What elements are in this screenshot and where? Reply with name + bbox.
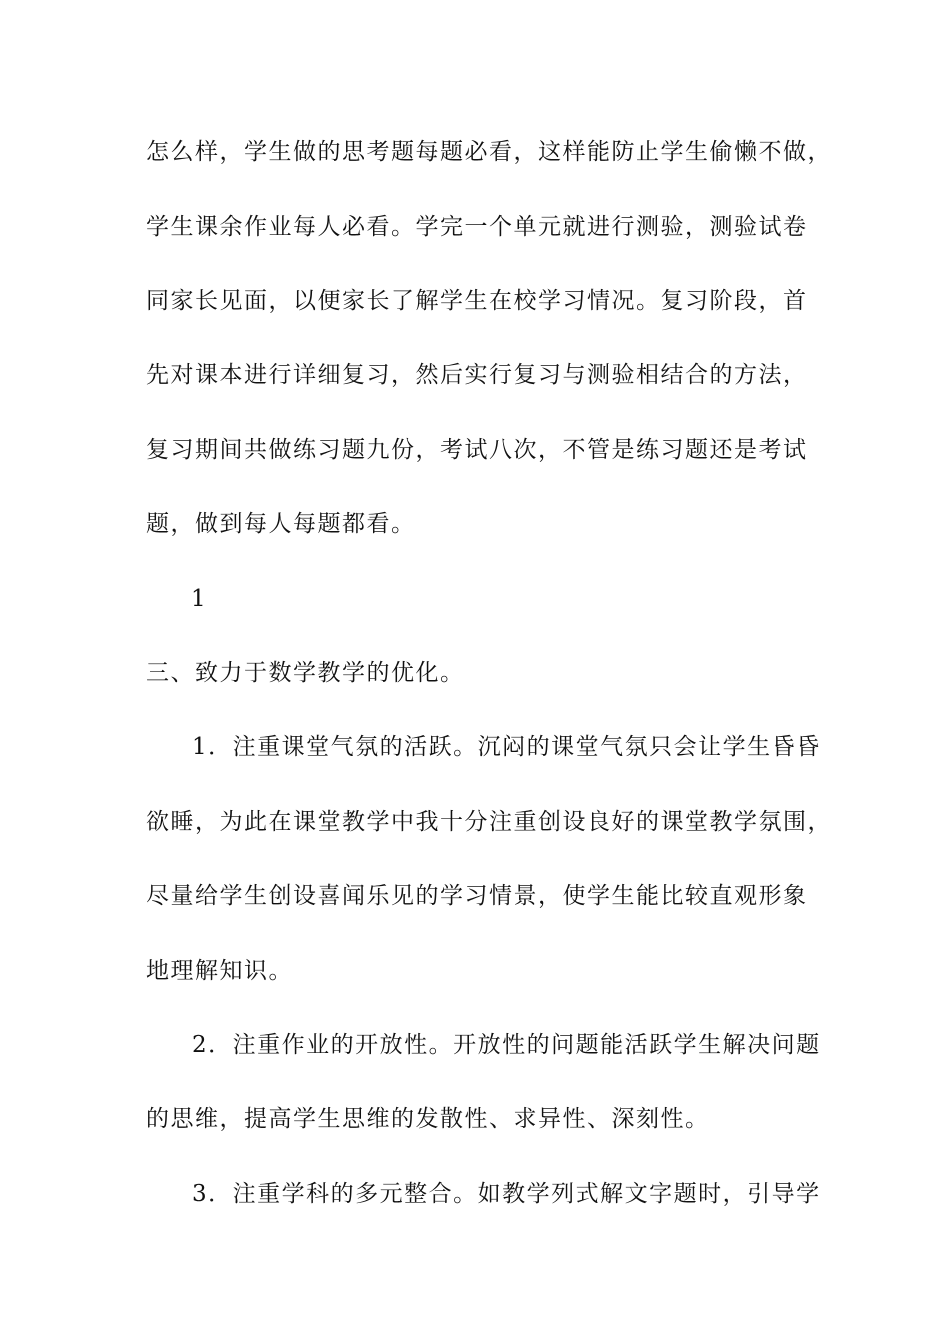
text-line: 题，做到每人每题都看。 xyxy=(146,511,416,537)
text-line: 复习期间共做练习题九份，考试八次，不管是练习题还是考试 xyxy=(146,437,808,463)
section-heading: 三、致力于数学教学的优化。 xyxy=(146,660,465,686)
text-line: 先对课本进行详细复习，然后实行复习与测验相结合的方法， xyxy=(146,362,808,388)
text-line: 3．注重学科的多元整合。如教学列式解文字题时，引导学 xyxy=(192,1181,821,1207)
text-line: 同家长见面，以便家长了解学生在校学习情况。复习阶段，首 xyxy=(146,288,808,314)
text-line: 学生课余作业每人必看。学完一个单元就进行测验，测验试卷 xyxy=(146,214,808,240)
text-line: 2．注重作业的开放性。开放性的问题能活跃学生解决问题 xyxy=(192,1032,821,1058)
text-line: 尽量给学生创设喜闻乐见的学习情景，使学生能比较直观形象 xyxy=(146,883,808,909)
text-line: 的思维，提高学生思维的发散性、求异性、深刻性。 xyxy=(146,1106,710,1132)
text-line: 欲睡，为此在课堂教学中我十分注重创设良好的课堂教学氛围， xyxy=(146,809,832,835)
text-line: 1．注重课堂气氛的活跃。沉闷的课堂气氛只会让学生昏昏 xyxy=(192,734,821,760)
page-number: 1 xyxy=(191,586,208,612)
text-line: 地理解知识。 xyxy=(146,958,293,984)
text-line: 怎么样，学生做的思考题每题必看，这样能防止学生偷懒不做， xyxy=(146,139,832,165)
